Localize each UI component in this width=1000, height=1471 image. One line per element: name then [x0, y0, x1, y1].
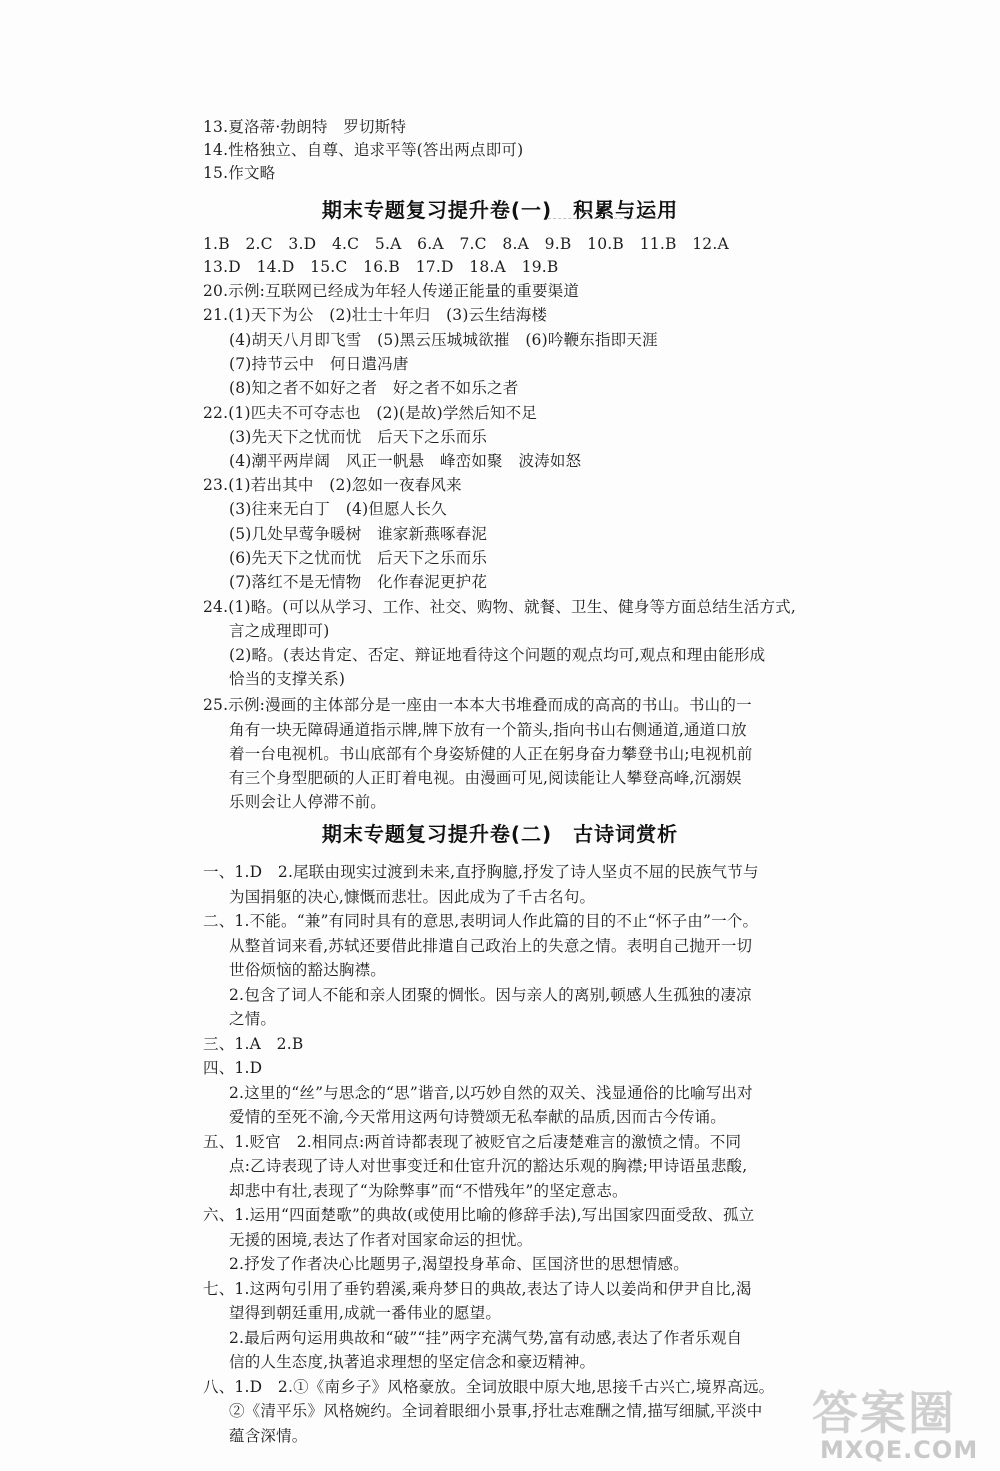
s2-line: 2.抒发了作者决心比题男子,渴望投身革命、匡国济世的思想情感。 — [229, 1255, 689, 1273]
section-title-2: 期末专题复习提升卷(二) 古诗词赏析 — [321, 822, 679, 846]
s2-line: 蕴含深情。 — [229, 1427, 308, 1445]
s1-line: (7)持节云中 何日遣冯唐 — [229, 355, 409, 373]
s2-line: 点:乙诗表现了诗人对世事变迁和仕宦升沉的豁达乐观的胸襟;甲诗语虽悲酸, — [229, 1157, 748, 1175]
s2-line: 2.这里的“丝”与思念的“思”谐音,以巧妙自然的双关、浅显通俗的比喻写出对 — [229, 1084, 753, 1102]
s2-line: 七、1.这两句引用了垂钓碧溪,乘舟梦日的典故,表达了诗人以姜尚和伊尹自比,渴 — [203, 1280, 752, 1298]
s2-line: 二、1.不能。“兼”有同时具有的意思,表明词人作此篇的目的不止“怀子由”一个。 — [203, 912, 759, 930]
s2-line: 却悲中有壮,表现了“为除弊事”而“不惜残年”的坚定意志。 — [229, 1182, 628, 1200]
s2-line: ②《清平乐》风格婉约。全词着眼细小景事,抒壮志难酬之情,描写细腻,平淡中 — [229, 1402, 763, 1420]
s2-line: 八、1.D 2.①《南乡子》风格豪放。全词放眼中原大地,思接千古兴亡,境界高远。 — [203, 1378, 775, 1396]
watermark-url: MXQE.COM — [820, 1436, 979, 1464]
s2-line: 无援的困境,表达了作者对国家命运的担忧。 — [229, 1231, 533, 1249]
s1-line: 25.示例:漫画的主体部分是一座由一本本大书堆叠而成的高高的书山。书山的一 — [203, 696, 752, 714]
s1-line: 20.示例:互联网已经成为年轻人传递正能量的重要渠道 — [203, 282, 580, 300]
s1-line: 21.(1)天下为公 (2)壮士十年归 (3)云生结海楼 — [203, 306, 548, 324]
s1-line: 23.(1)若出其中 (2)忽如一夜春风来 — [203, 476, 462, 494]
s1-line: 22.(1)匹夫不可夺志也 (2)(是故)学然后知不足 — [203, 404, 538, 422]
s1-line: 言之成理即可) — [229, 622, 330, 640]
s1-line: 角有一块无障碍通道指示牌,牌下放有一个箭头,指向书山右侧通道,通道口放 — [229, 721, 747, 739]
s1-line: (7)落红不是无情物 化作春泥更护花 — [229, 573, 488, 591]
section-title-1: 期末专题复习提升卷(一) 积累与运用 — [321, 198, 679, 222]
s1-line: 乐则会让人停滞不前。 — [229, 793, 387, 811]
s1-line: (2)略。(表达肯定、否定、辩证地看待这个问题的观点均可,观点和理由能形成 — [229, 646, 766, 664]
answer-line-15: 15.作文略 — [203, 164, 276, 182]
s2-line: 为国捐躯的决心,慷慨而悲壮。因此成为了千古名句。 — [229, 888, 596, 906]
s2-line: 六、1.运用“四面楚歌”的典故(或使用比喻的修辞手法),写出国家四面受敌、孤立 — [203, 1206, 755, 1224]
s1-line: (8)知之者不如好之者 好之者不如乐之者 — [229, 379, 519, 397]
s1-line: 有三个身型肥硕的人正盯着电视。由漫画可见,阅读能让人攀登高峰,沉溺娱 — [229, 769, 742, 787]
s1-line: 着一台电视机。书山底部有个身姿矫健的人正在躬身奋力攀登书山;电视机前 — [229, 745, 753, 763]
s1-line: (6)先天下之忧而忧 后天下之乐而乐 — [229, 549, 488, 567]
s1-line: (5)几处早莺争暖树 谁家新燕啄春泥 — [229, 525, 488, 543]
answer-line-14: 14.性格独立、自尊、追求平等(答出两点即可) — [203, 141, 524, 159]
s2-line: 望得到朝廷重用,成就一番伟业的愿望。 — [229, 1304, 502, 1322]
s1-line: 恰当的支撑关系) — [229, 670, 346, 688]
s1-line: (4)潮平两岸阔 风正一帆悬 峰峦如聚 波涛如怒 — [229, 452, 582, 470]
watermark — [812, 1388, 990, 1466]
s2-line: 爱情的至死不渝,今天常用这两句诗赞颂无私奉献的品质,因而古今传诵。 — [229, 1108, 726, 1126]
watermark-logo: 答案圈 — [812, 1386, 956, 1440]
s2-line: 2.最后两句运用典故和“破”“挂”两字充满气势,富有动感,表达了作者乐观自 — [229, 1329, 743, 1347]
s2-line: 信的人生态度,执著追求理想的坚定信念和豪迈精神。 — [229, 1353, 596, 1371]
s2-line: 从整首词来看,苏轼还要借此排遣自己政治上的失意之情。表明自己抛开一切 — [229, 937, 753, 955]
s2-line: 之情。 — [229, 1010, 277, 1028]
s1-line: 24.(1)略。(可以从学习、工作、社交、购物、就餐、卫生、健身等方面总结生活方式, — [203, 598, 796, 616]
s1-line: (3)往来无白丁 (4)但愿人长久 — [229, 500, 447, 518]
s1-line: (4)胡天八月即飞雪 (5)黑云压城城欲摧 (6)吟鞭东指即天涯 — [229, 331, 658, 349]
s1-line: 13.D 14.D 15.C 16.B 17.D 18.A 19.B — [203, 258, 559, 276]
s2-line: 四、1.D — [203, 1059, 263, 1077]
s2-line: 2.包含了词人不能和亲人团聚的惆怅。因与亲人的离别,顿感人生孤独的凄凉 — [229, 986, 752, 1004]
s2-line: 五、1.贬官 2.相同点:两首诗都表现了被贬官之后凄楚难言的激愤之情。不同 — [203, 1133, 742, 1151]
s1-line: 1.B 2.C 3.D 4.C 5.A 6.A 7.C 8.A 9.B 10.B 11.B 12.A — [203, 235, 729, 253]
s2-line: 一、1.D 2.尾联由现实过渡到未来,直抒胸臆,抒发了诗人坚贞不屈的民族气节与 — [203, 863, 759, 881]
s2-line: 世俗烦恼的豁达胸襟。 — [229, 961, 387, 979]
answer-line-13: 13.夏洛蒂·勃朗特 罗切斯特 — [203, 118, 407, 136]
s2-line: 三、1.A 2.B — [203, 1035, 304, 1053]
s1-line: (3)先天下之忧而忧 后天下之乐而乐 — [229, 428, 488, 446]
